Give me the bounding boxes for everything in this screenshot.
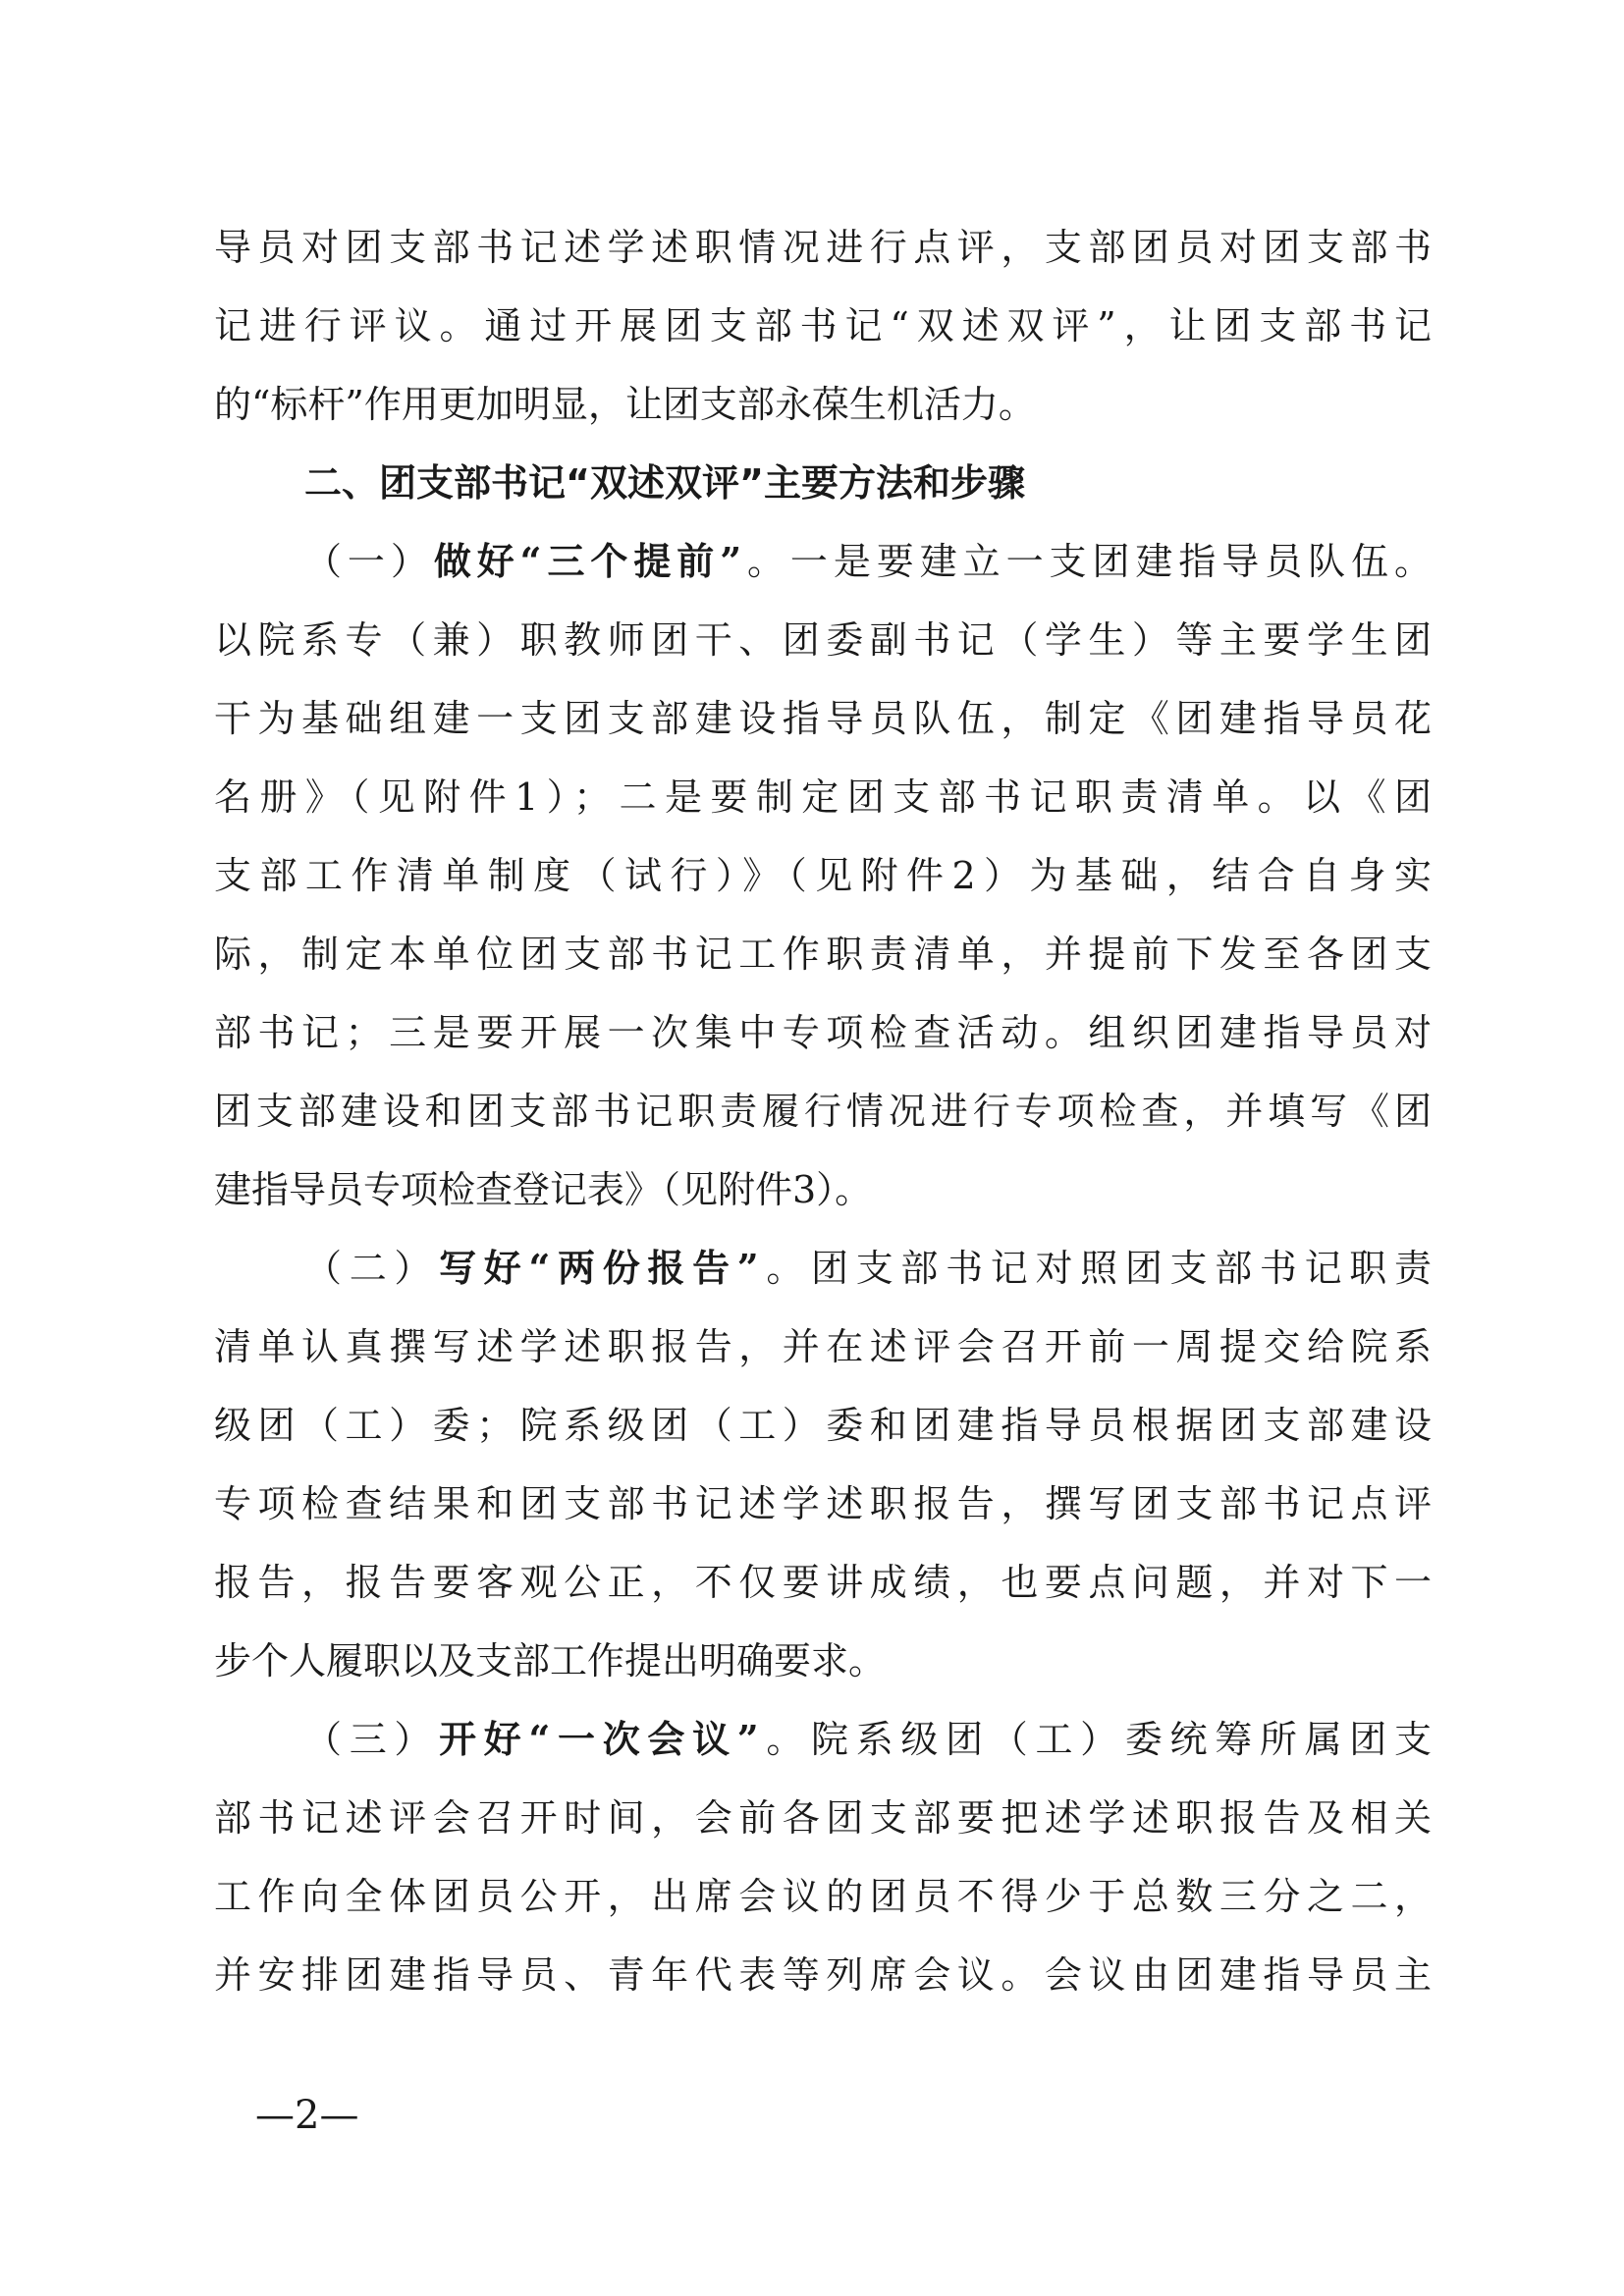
paragraph-line	[214, 1779, 1432, 1857]
line-text: 。一是要建立一支团建指导员队伍。	[741, 540, 1432, 583]
paragraph-line	[214, 601, 1432, 679]
line-text: 报告，报告要客观公正，不仅要讲成绩，也要点问题，并对下一	[214, 1561, 1432, 1604]
paragraph-line	[214, 208, 1432, 287]
line-text: 际，制定本单位团支部书记工作职责清单，并提前下发至各团支	[214, 933, 1432, 976]
paragraph-line	[214, 1386, 1432, 1465]
paragraph-line	[214, 679, 1432, 758]
paragraph-line	[304, 1700, 1432, 1779]
subsection-number: （二）	[304, 1247, 440, 1290]
line-text: 记进行评议。通过开展团支部书记“双述双评”，让团支部书记	[214, 304, 1432, 347]
line-text: 支部工作清单制度（试行）》（见附件2）为基础，结合自身实	[214, 854, 1432, 897]
paragraph-line	[214, 365, 1432, 444]
line-text: 名册》（见附件1）；二是要制定团支部书记职责清单。以《团	[214, 775, 1432, 819]
line-text: 清单认真撰写述学述职报告，并在述评会召开前一周提交给院系	[214, 1325, 1432, 1368]
paragraph-line	[214, 915, 1432, 993]
paragraph-line	[214, 1465, 1432, 1543]
line-text: 专项检查结果和团支部书记述学述职报告，撰写团支部书记点评	[214, 1482, 1432, 1525]
paragraph-line	[304, 522, 1432, 601]
paragraph-line	[304, 1229, 1432, 1308]
line-text: 的“标杆”作用更加明显，让团支部永葆生机活力。	[214, 383, 1036, 426]
line-text: 导员对团支部书记述学述职情况进行点评，支部团员对团支部书	[214, 226, 1432, 269]
line-text: 并安排团建指导员、青年代表等列席会议。会议由团建指导员主	[214, 1953, 1432, 1997]
subsection-number: （三）	[304, 1718, 440, 1761]
subsection-title: 开好“一次会议”	[439, 1717, 759, 1761]
paragraph-line	[214, 758, 1432, 836]
paragraph-line	[214, 1150, 1432, 1229]
line-text: 。院系级团（工）委统筹所属团支	[758, 1718, 1432, 1761]
line-text: 工作向全体团员公开，出席会议的团员不得少于总数三分之二，	[214, 1875, 1432, 1918]
section-heading-text: 二、团支部书记“双述双评”主要方法和步骤	[304, 461, 1025, 505]
line-text: 级团（工）委；院系级团（工）委和团建指导员根据团支部建设	[214, 1404, 1432, 1447]
paragraph-line	[214, 1072, 1432, 1150]
line-text: 部书记述评会召开时间，会前各团支部要把述学述职报告及相关	[214, 1796, 1432, 1840]
paragraph-line	[214, 1622, 1432, 1700]
line-text: 以院系专（兼）职教师团干、团委副书记（学生）等主要学生团	[214, 618, 1432, 662]
subsection-title: 做好“三个提前”	[433, 539, 742, 583]
line-text: 干为基础组建一支团支部建设指导员队伍，制定《团建指导员花	[214, 697, 1432, 740]
paragraph-line	[214, 836, 1432, 915]
line-text: 建指导员专项检查登记表》（见附件3）。	[214, 1168, 873, 1211]
subsection-number: （一）	[304, 540, 434, 583]
paragraph-line	[214, 1543, 1432, 1622]
page-number: —2—	[255, 2093, 359, 2138]
section-heading	[304, 444, 1432, 522]
paragraph-line	[214, 1308, 1432, 1386]
line-text: 部书记；三是要开展一次集中专项检查活动。组织团建指导员对	[214, 1011, 1432, 1054]
subsection-title: 写好“两份报告”	[439, 1246, 759, 1290]
line-text: 步个人履职以及支部工作提出明确要求。	[214, 1639, 887, 1682]
paragraph-line	[214, 1936, 1432, 2014]
line-text: 团支部建设和团支部书记职责履行情况进行专项检查，并填写《团	[214, 1090, 1432, 1133]
paragraph-line	[214, 993, 1432, 1072]
line-text: 。团支部书记对照团支部书记职责	[758, 1247, 1432, 1290]
paragraph-line	[214, 287, 1432, 365]
paragraph-line	[214, 1857, 1432, 1936]
